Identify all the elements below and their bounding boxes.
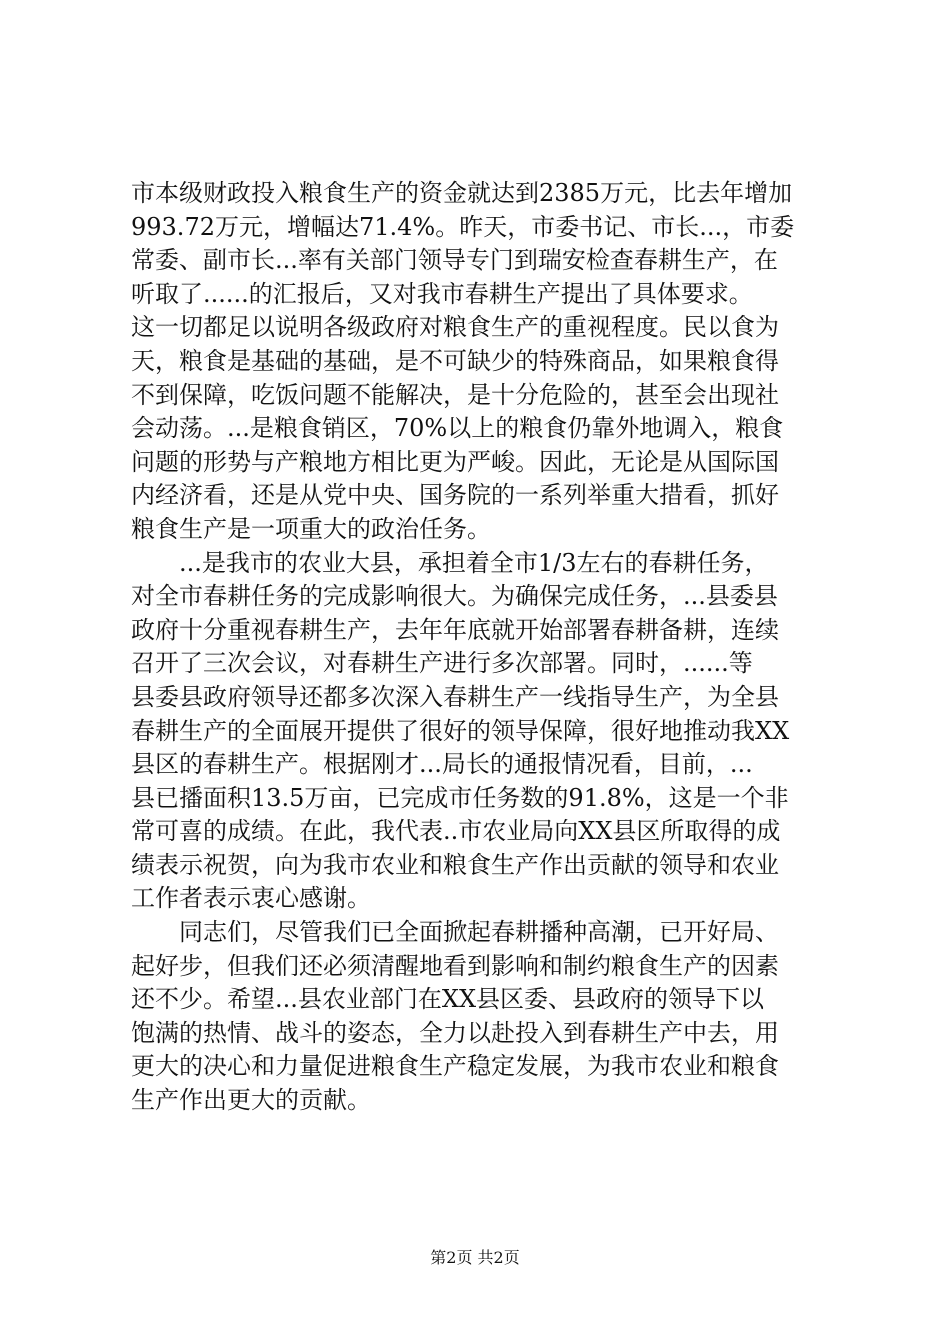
text-line: 会动荡。...是粮食销区，70%以上的粮食仍靠外地调入，粮食	[131, 414, 784, 443]
page-footer	[0, 1245, 950, 1268]
text-line: 还不少。希望...县农业部门在XX县区委、县政府的领导下以	[131, 985, 765, 1014]
text-line: 同志们，尽管我们已全面掀起春耕播种高潮，已开好局、	[131, 918, 779, 947]
text-line: 粮食生产是一项重大的政治任务。	[131, 514, 491, 543]
text-line: 绩表示祝贺，向为我市农业和粮食生产作出贡献的领导和农业	[131, 850, 779, 879]
text-line: 这一切都足以说明各级政府对粮食生产的重视程度。民以食为	[131, 313, 779, 342]
text-line: 常委、副市长...率有关部门领导专门到瑞安检查春耕生产，在	[131, 246, 778, 275]
text-line: 起好步，但我们还必须清醒地看到影响和制约粮食生产的因素	[131, 951, 779, 980]
text-line: 不到保障，吃饭问题不能解决，是十分危险的，甚至会出现社	[131, 380, 779, 409]
text-line: 问题的形势与产粮地方相比更为严峻。因此，无论是从国际国	[131, 447, 779, 476]
text-line: 政府十分重视春耕生产，去年年底就开始部署春耕备耕，连续	[131, 615, 779, 644]
text-line: 春耕生产的全面展开提供了很好的领导保障，很好地推动我XX	[131, 716, 790, 745]
text-line: 市本级财政投入粮食生产的资金就达到2385万元，比去年增加	[131, 179, 793, 207]
text-line: 工作者表示衷心感谢。	[131, 884, 371, 913]
text-line: 饱满的热情、战斗的姿态，全力以赴投入到春耕生产中去，用	[131, 1018, 779, 1047]
body-text	[131, 177, 831, 1118]
text-line: 县委县政府领导还都多次深入春耕生产一线指导生产，为全县	[131, 682, 779, 711]
text-line: 听取了......的汇报后，又对我市春耕生产提出了具体要求。	[131, 279, 753, 308]
text-line: 县已播面积13.5万亩，已完成市任务数的91.8%，这是一个非	[131, 783, 789, 812]
text-line: 天，粮食是基础的基础，是不可缺少的特殊商品，如果粮食得	[131, 346, 779, 375]
text-line: 对全市春耕任务的完成影响很大。为确保完成任务，...县委县	[131, 582, 778, 611]
text-line: 召开了三次会议，对春耕生产进行多次部署。同时，......等	[131, 649, 753, 678]
text-line: ...是我市的农业大县，承担着全市1/3左右的春耕任务，	[131, 548, 769, 577]
text-line: 993.72万元，增幅达71.4%。昨天，市委书记、市长...，市委	[131, 212, 795, 241]
page-number: 第2页 共2页	[430, 1248, 520, 1267]
text-line: 常可喜的成绩。在此，我代表..市农业局向XX县区所取得的成	[131, 817, 781, 846]
text-line: 生产作出更大的贡献。	[131, 1086, 371, 1115]
text-line: 县区的春耕生产。根据刚才...局长的通报情况看，目前，...	[131, 750, 753, 779]
text-line: 更大的决心和力量促进粮食生产稳定发展，为我市农业和粮食	[131, 1052, 779, 1081]
text-line: 内经济看，还是从党中央、国务院的一系列举重大措看，抓好	[131, 481, 779, 510]
